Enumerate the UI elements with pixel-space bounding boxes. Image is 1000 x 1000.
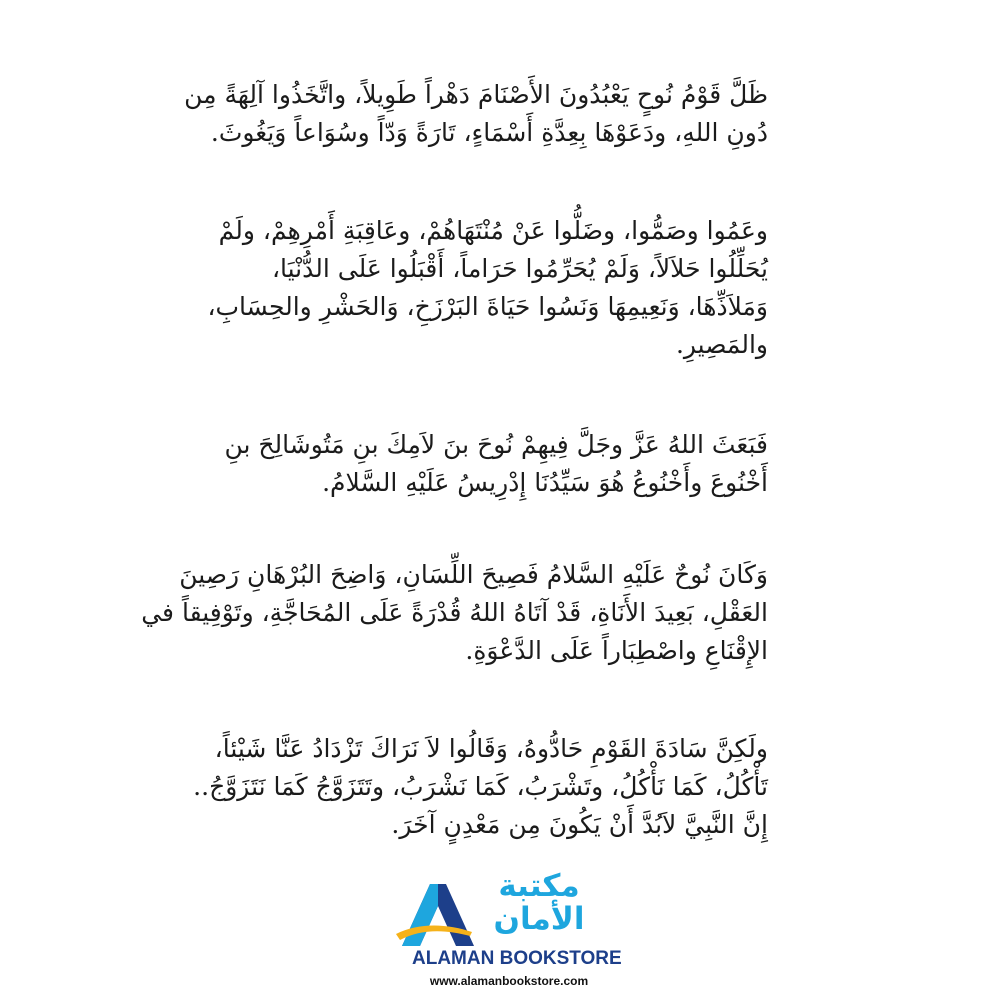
logo-arabic-name [456, 870, 622, 936]
text-line: الإِقْنَاعِ واصْطِبَاراً عَلَى الدَّعْوَةِ. [465, 636, 768, 665]
paragraph-3 [224, 426, 768, 502]
website-url: www.alamanbookstore.com [429, 974, 589, 988]
bookstore-logo [396, 870, 622, 994]
logo-arabic-line-2: الأمان [493, 901, 585, 937]
text-line: يُحَلِّلُوا حَلاَلاً، وَلَمْ يُحَرِّمُوا حَرَاماً، أَقْبَلُوا عَلَى الدُّنْيَا، [271, 254, 768, 283]
paragraph-1 [184, 76, 768, 152]
text-line: وَمَلاَذِّهَا، وَنَعِيمِهَا وَنَسُوا حَيَاةَ البَرْزَخِ، وَالحَشْرِ والحِسَابِ، [207, 292, 768, 321]
text-line: إِنَّ النَّبِيَّ لاَبُدَّ أَنْ يَكُونَ مِن مَعْدِنٍ آخَرَ. [391, 810, 768, 839]
paragraph-5 [193, 730, 768, 844]
text-line: وَكَانَ نُوحٌ عَلَيْهِ السَّلامُ فَصِيحَ اللِّسَانِ، وَاضِحَ البُرْهَانِ رَصِينَ [179, 560, 768, 589]
text-line: وعَمُوا وصَمُّوا، وضَلُّوا عَنْ مُنْتَهَاهُمْ، وعَاقِبَةِ أَمْرِهِمْ، ولَمْ [218, 216, 768, 245]
paragraph-4 [141, 556, 768, 670]
text-line: ظَلَّ قَوْمُ نُوحٍ يَعْبُدُونَ الأَصْنَامَ دَهْراً طَوِيلاً، واتَّخَذُوا آلِهَةً مِن [184, 80, 768, 109]
text-line: تَأْكُلُ، كَمَا نَأْكُلُ، وتَشْرَبُ، كَمَا نَشْرَبُ، وتَتَزَوَّجُ كَمَا نَتَزَوَّجُ.. [193, 772, 768, 801]
text-line: العَقْلِ، بَعِيدَ الأَنَاةِ، قَدْ آتَاهُ اللهُ قُدْرَةً عَلَى المُحَاجَّةِ، وتَوْفِيقاً في [141, 598, 768, 627]
text-line: أَخْنُوعَ وأَخْنُوعُ هُوَ سَيِّدُنَا إِدْرِيسُ عَلَيْهِ السَّلامُ. [322, 468, 768, 497]
logo-latin-name: ALAMAN BOOKSTORE [412, 948, 622, 969]
paragraph-2 [207, 212, 768, 364]
text-line: ولَكِنَّ سَادَةَ القَوْمِ حَادُّوهُ، وَقَالُوا لاَ نَرَاكَ تَزْدَادُ عَنَّا شَيْئاً، [214, 734, 768, 763]
text-line: دُونِ اللهِ، ودَعَوْهَا بِعِدَّةِ أَسْمَاءٍ، تَارَةً وَدّاً وسُوَاعاً وَيَغُوثَ. [210, 118, 768, 147]
text-line: والمَصِيرِ. [675, 330, 768, 359]
text-line: فَبَعَثَ اللهُ عَزَّ وجَلَّ فِيهِمْ نُوحَ بنَ لاَمِكَ بنِ مَتُوشَالِحَ بنِ [224, 430, 768, 459]
logo-arabic-line-1: مكتبة [498, 868, 580, 904]
